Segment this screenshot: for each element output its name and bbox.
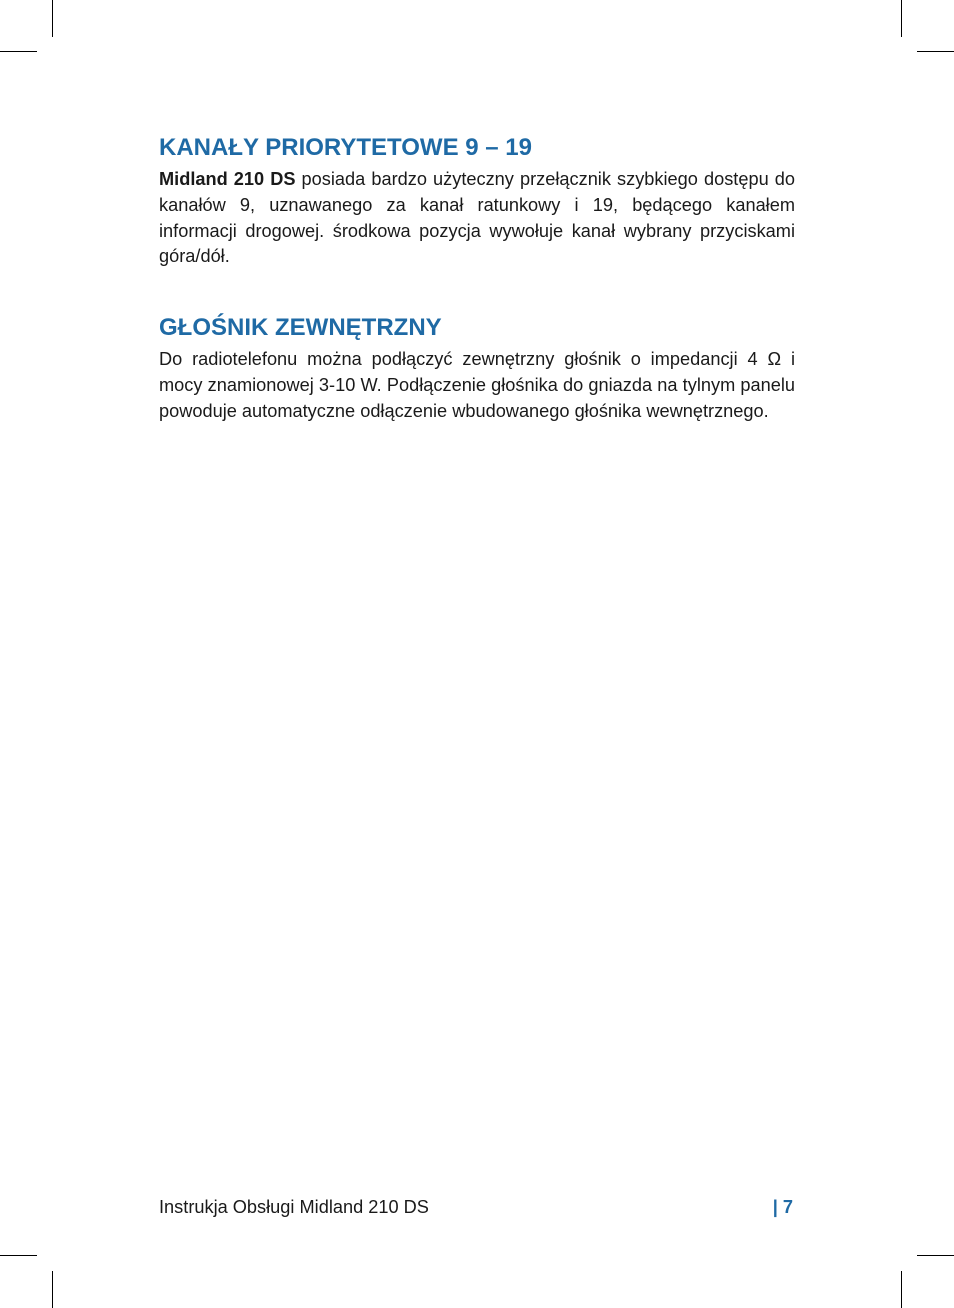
product-name: Midland 210 DS bbox=[159, 169, 296, 189]
section-title: KANAŁY PRIORYTETOWE 9 – 19 bbox=[159, 134, 532, 161]
crop-mark-bottom-right-horizontal bbox=[917, 1255, 954, 1256]
crop-mark-bottom-right-vertical bbox=[901, 1271, 902, 1308]
section-paragraph bbox=[159, 167, 795, 270]
section-priority-channels bbox=[159, 133, 795, 270]
section-paragraph: Do radiotelefonu można podłączyć zewnętrzny głośnik o impedancji 4 Ω i mocy znamionowej 3-10 W. Podłączenie głośnika do gniazda na tylnym panelu powoduje automatyczne odłączenie wbudowanego głośnika wewnętrznego. bbox=[159, 349, 795, 421]
footer-manual-title: Instrukja Obsługi Midland 210 DS bbox=[159, 1197, 429, 1217]
footer-page-number: | 7 bbox=[772, 1197, 793, 1217]
paragraph-text: posiada bardzo użyteczny przełącznik szybkiego dostępu do kanałów 9, uznawanego za kanał ratunkowy i 19, będącego kanałem informacji drogowej. środkowa pozycja wywołuje kanał wybrany przyciskami góra/dół. bbox=[159, 169, 795, 267]
section-title: GŁOŚNIK ZEWNĘTRZNY bbox=[159, 314, 442, 342]
crop-mark-top-right-vertical bbox=[901, 0, 902, 37]
section-external-speaker bbox=[159, 313, 795, 424]
crop-mark-top-left-vertical bbox=[52, 0, 53, 37]
crop-mark-bottom-left-vertical bbox=[52, 1271, 53, 1308]
page-content bbox=[159, 133, 795, 425]
crop-mark-top-right-horizontal bbox=[917, 51, 954, 52]
crop-mark-bottom-left-horizontal bbox=[0, 1255, 37, 1256]
crop-mark-top-left-horizontal bbox=[0, 51, 37, 52]
